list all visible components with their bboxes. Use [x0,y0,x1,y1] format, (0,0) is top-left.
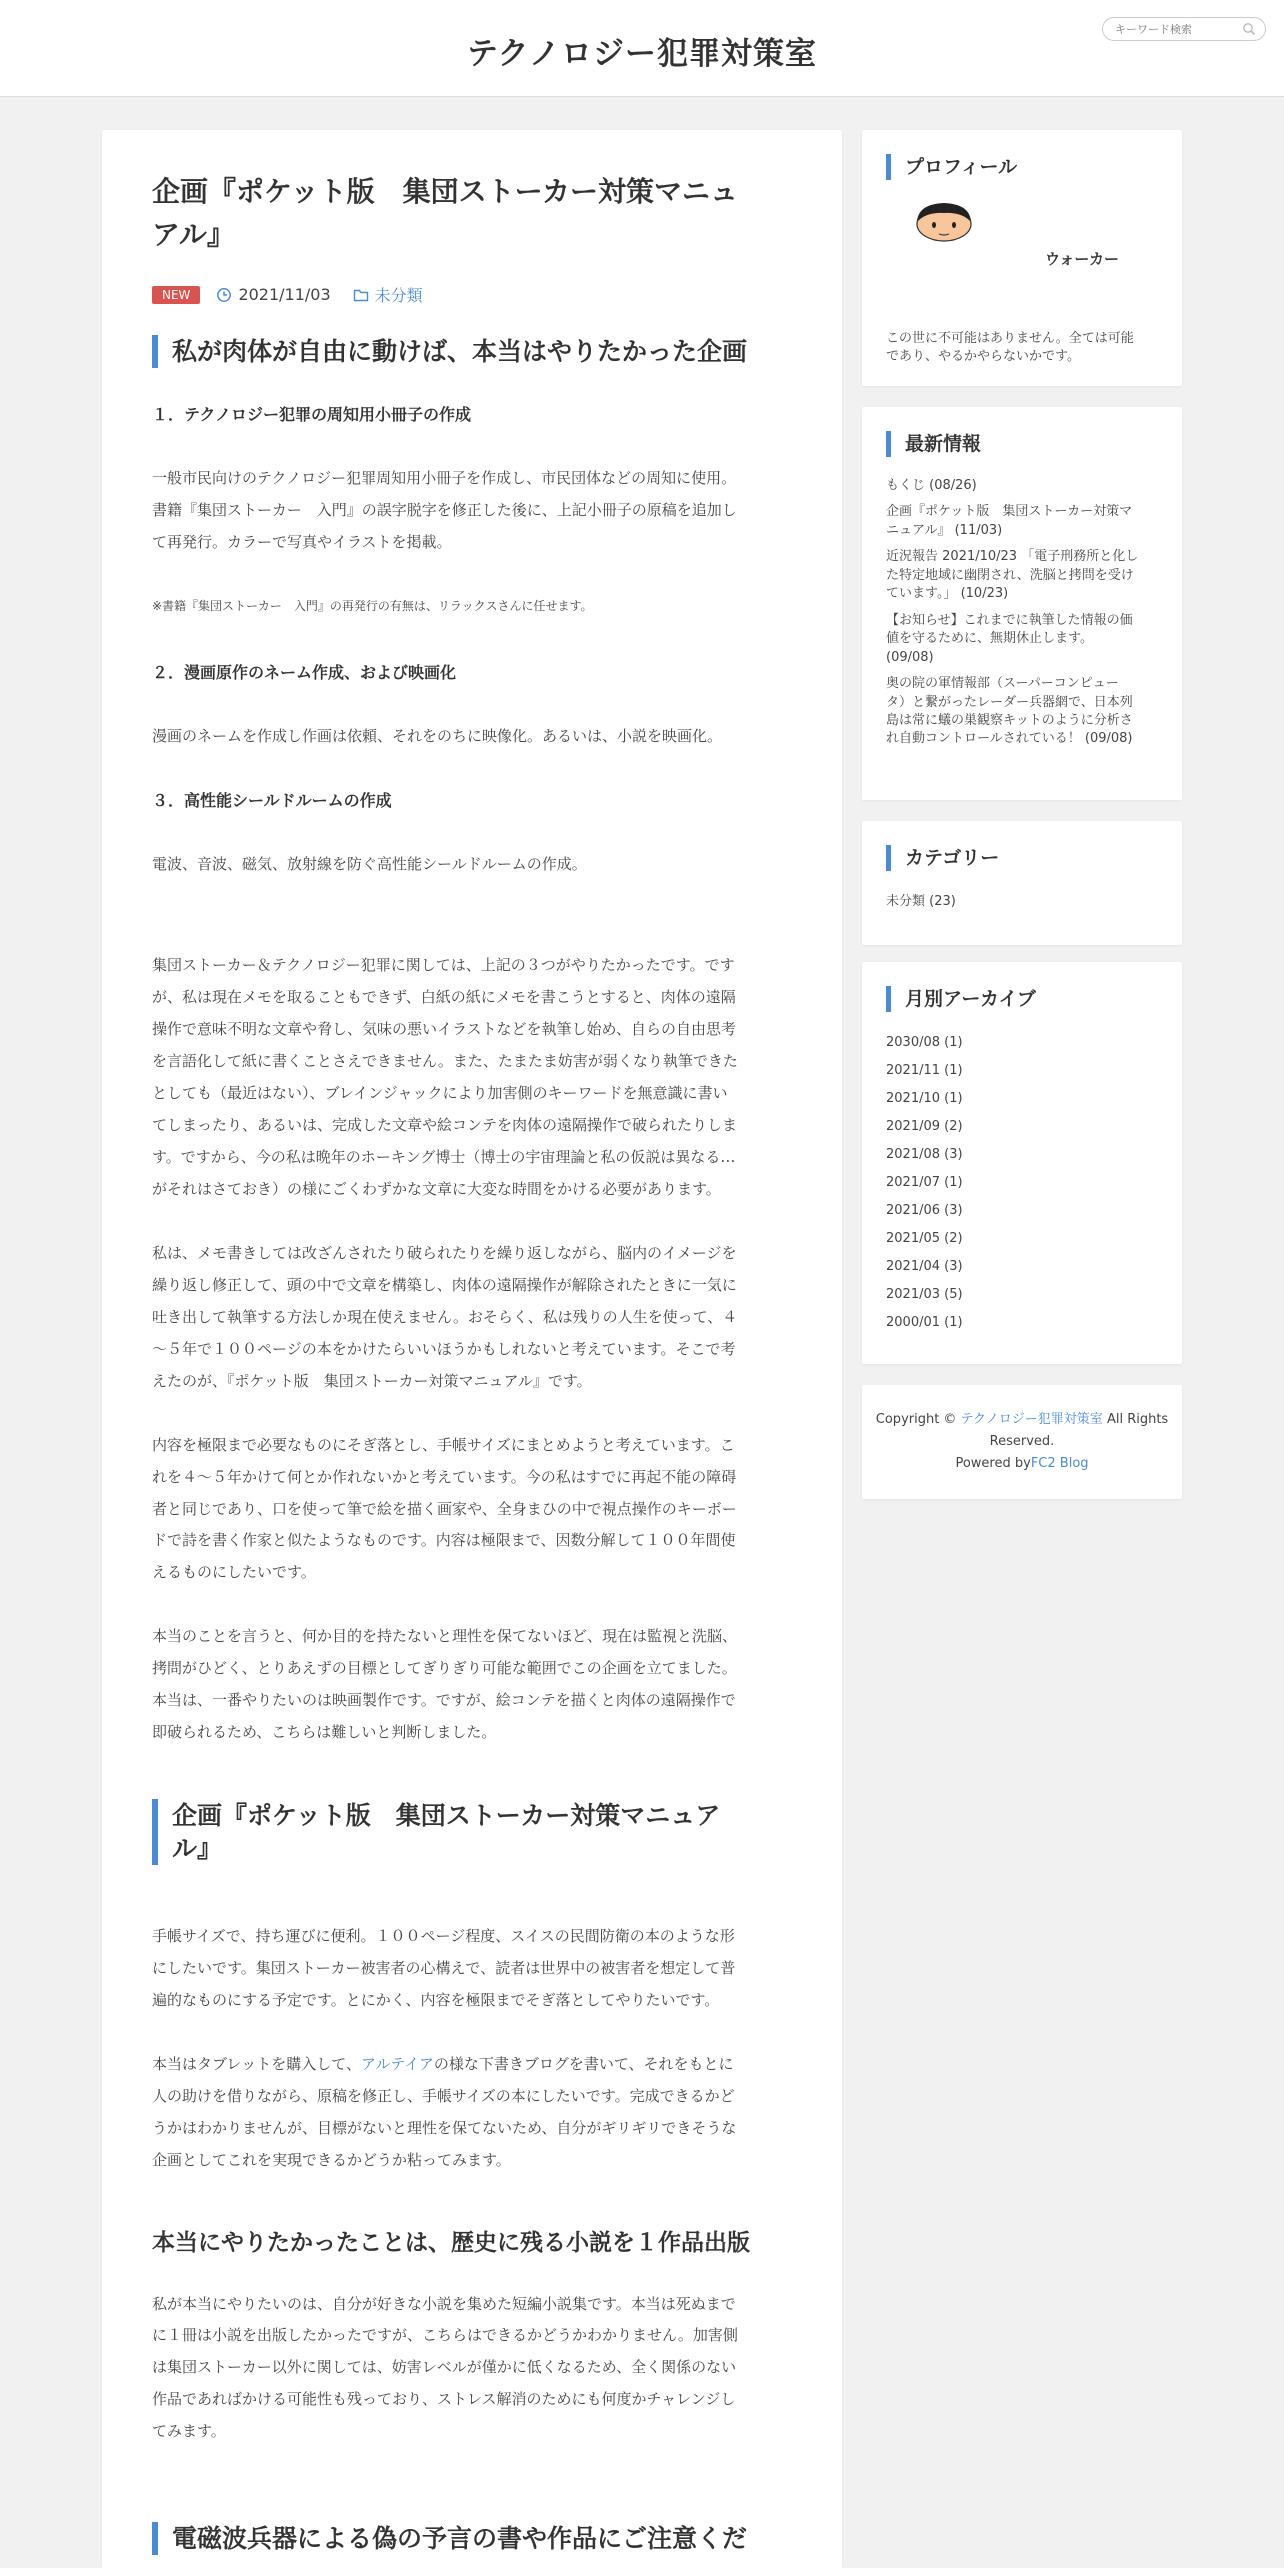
artia-link[interactable]: アルテイア [360,2054,434,2073]
site-home-link[interactable]: テクノロジー犯罪対策室 [960,1412,1103,1427]
paragraph: 漫画のネームを作成し作画は依頼、それをのちに映像化。あるいは、小説を映画化。 [152,726,723,745]
recent-post-link[interactable]: 【お知らせ】これまでに執筆した情報の価 値を守るために、無期休止します。 (09/08) [886,612,1133,665]
paragraph: 私は、メモ書きしては改ざんされたり破られたりを繰り返しながら、脳内のイメージを 繰り返し修正して、頭の中で文章を構築し、肉体の遠隔操作が解除されたときに一気に 吐き出して執筆する方法しか現在使えません。おそらく、私は残りの人生を使って、４ ～５年で１００ページの本をかけたらいいほうかもしれないと考えています。そこで考 えたのが、『ポケット版 集団ストーカー対策マニュアル』です。 [152,1243,738,1390]
recent-post-link[interactable]: 近況報告 2021/10/23 「電子刑務所と化し た特定地域に幽閉され、洗脳と拷問を受け ています。」 (10/23) [886,549,1139,602]
site-title[interactable]: テクノロジー犯罪対策室 [466,36,818,72]
paragraph: 手帳サイズで、持ち運びに便利。１００ページ程度、スイスの民間防衛の本のような形 にしたいです。集団ストーカー被害者の心構えで、読者は世界中の被害者を想定して普 遍的なものにする予定です。とにかく、内容を極限までそぎ落としてやりたいです。 [152,1927,736,2009]
archive-month-link[interactable]: 2021/06 (3) [886,1203,963,1218]
archive-month-link[interactable]: 2021/08 (3) [886,1147,963,1162]
fc2-blog-link[interactable]: FC2 Blog [1030,1456,1089,1471]
archive-month-link[interactable]: 2021/11 (1) [886,1063,963,1078]
site-header [0,0,1284,97]
profile-bio: この世に不可能はありません。全ては可能 であり、やるかやらないかです。 [886,331,1134,365]
section-heading: 本当にやりたかったことは、歴史に残る小説を１作品出版 [152,2229,750,2256]
recent-post-link[interactable]: 奥の院の軍情報部（スーパーコンピュー タ）と繋がったレーダー兵器網で、日本列 島は常に蟻の巣観察キットのように分析さ れ自動コントロールされている！ (09/08) [886,676,1133,747]
archive-month-link[interactable]: 2030/08 (1) [886,1035,963,1050]
archive-month-link[interactable]: 2021/05 (2) [886,1231,963,1246]
search-box[interactable] [1102,17,1266,41]
recent-posts-widget [862,407,1182,800]
section-heading: 電磁波兵器による偽の予言の書や作品にご注意くだ [152,2522,792,2555]
section-heading: 企画『ポケット版 集団ストーカー対策マニュア ル』 [152,1799,792,1865]
archive-month-link[interactable]: 2021/03 (5) [886,1287,963,1302]
paragraph: 一般市民向けのテクノロジー犯罪周知用小冊子を作成し、市民団体などの周知に使用。 書籍『集団ストーカー 入門』の誤字脱字を修正した後に、上記小冊子の原稿を追加し て再発行。カラーで写真やイラストを掲載。 [152,468,737,551]
archive-month-link[interactable]: 2000/01 (1) [886,1315,963,1330]
category-widget [862,821,1182,945]
article-card [102,130,842,2568]
new-badge: NEW [152,286,200,304]
category-item-link[interactable]: 未分類 (23) [886,894,956,909]
category-link[interactable]: 未分類 [374,286,423,306]
section-heading: 私が肉体が自由に動けば、本当はやりたかった企画 [152,335,792,368]
clock-icon [216,287,232,303]
paragraph: 内容を極限まで必要なものにそぎ落とし、手帳サイズにまとめようと考えています。こ れを４～５年かけて何とか作れないかと考えています。今の私はすでに再起不能の障碍 者と同じであり、口を使って筆で絵を描く画家や、全身まひの中で視点操作のキーボー ドで詩を書く作家と似たようなものです。内容は極限まで、因数分解して１００年間使 えるものにしたいです。 [152,1435,737,1582]
archive-widget [862,962,1182,1364]
post-title: 企画『ポケット版 集団ストーカー対策マニュ アル』 [152,175,739,252]
subheading: １．テクノロジー犯罪の周知用小冊子の作成 [152,404,472,424]
widget-heading: 月別アーカイブ [886,986,1036,1012]
subheading: ３．高性能シールドルームの作成 [152,790,392,810]
copyright-text: Copyright © テクノロジー犯罪対策室 All Rights Reserved. Powered byFC2 Blog [875,1412,1169,1471]
widget-heading: 最新情報 [886,431,981,457]
article-content [152,170,792,2555]
recent-post-link[interactable]: もくじ (08/26) [886,478,977,493]
archive-list [886,1029,1162,1337]
recent-posts-list [886,477,1162,757]
subheading: ２．漫画原作のネーム作成、および映画化 [152,662,457,682]
search-input[interactable] [1115,21,1233,37]
search-icon[interactable] [1242,22,1256,36]
copyright-widget [862,1385,1182,1499]
post-meta [152,283,792,307]
profile-widget [862,130,1182,386]
folder-icon [353,287,369,303]
paragraph: 電波、音波、磁気、放射線を防ぐ高性能シールドルームの作成。 [152,854,587,873]
paragraph: 本当はタブレットを購入して、アルテイアの様な下書きブログを書いて、それをもとに 人の助けを借りながら、原稿を修正し、手帳サイズの本にしたいです。完成できるかど うかはわかりませんが、目標がないと理性を保てないため、自分がギリギリできそうな 企画としてこれを実現できるかどうか粘ってみます。 [152,2054,737,2169]
archive-month-link[interactable]: 2021/09 (2) [886,1119,963,1134]
profile-name: ウォーカー [1044,250,1120,268]
archive-month-link[interactable]: 2021/04 (3) [886,1259,963,1274]
archive-month-link[interactable]: 2021/07 (1) [886,1175,963,1190]
archive-month-link[interactable]: 2021/10 (1) [886,1091,963,1106]
note-text: ※書籍『集団ストーカー 入門』の再発行の有無は、リラックスさんに任せます。 [152,598,593,613]
recent-post-link[interactable]: 企画『ポケット版 集団ストーカー対策マ ニュアル』 (11/03) [886,504,1133,538]
avatar [912,198,976,242]
post-date: 2021/11/03 [238,285,331,305]
paragraph: 集団ストーカー＆テクノロジー犯罪に関しては、上記の３つがやりたかったです。です が、私は現在メモを取ることもできず、白紙の紙にメモを書こうとすると、肉体の遠隔 操作で意味不明な文章や脅し、気味の悪いイラストなどを執筆し始め、自らの自由思考 を言語化して紙に書くことさえできません。また、たまたま妨害が弱くなり執筆できた としても（最近はない）、ブレインジャックにより加害側のキーワードを無意識に書い てしまったり、あるいは、完成した文章や絵コンテを肉体の遠隔操作で破られたりしま す。ですから、今の私は晩年のホーキング博士（博士の宇宙理論と私の仮説は異なる… がそれはさておき）の様にごくわずかな文章に大変な時間をかける必要があります。 [152,956,738,1199]
widget-heading: プロフィール [886,154,1017,180]
paragraph: 私が本当にやりたいのは、自分が好きな小説を集めた短編小説集です。本当は死ぬまで に１冊は小説を出版したかったですが、こちらはできるかどうかわかりません。加害側 は集団ストーカー以外に関しては、妨害レベルが僅かに低くなるため、全く関係のない 作品であればかける可能性も残っており、ストレス解消のためにも何度かチャレンジし てみます。 [152,2294,738,2441]
paragraph: 本当のことを言うと、何か目的を持たないと理性を保てないほど、現在は監視と洗脳、 拷問がひどく、とりあえずの目標としてぎりぎり可能な範囲でこの企画を立てました。 本当は、一番やりたいのは映画製作です。ですが、絵コンテを描くと肉体の遠隔操作で 即破られるため、こちらは難しいと判断しました。 [152,1627,738,1742]
widget-heading: カテゴリー [886,845,999,871]
